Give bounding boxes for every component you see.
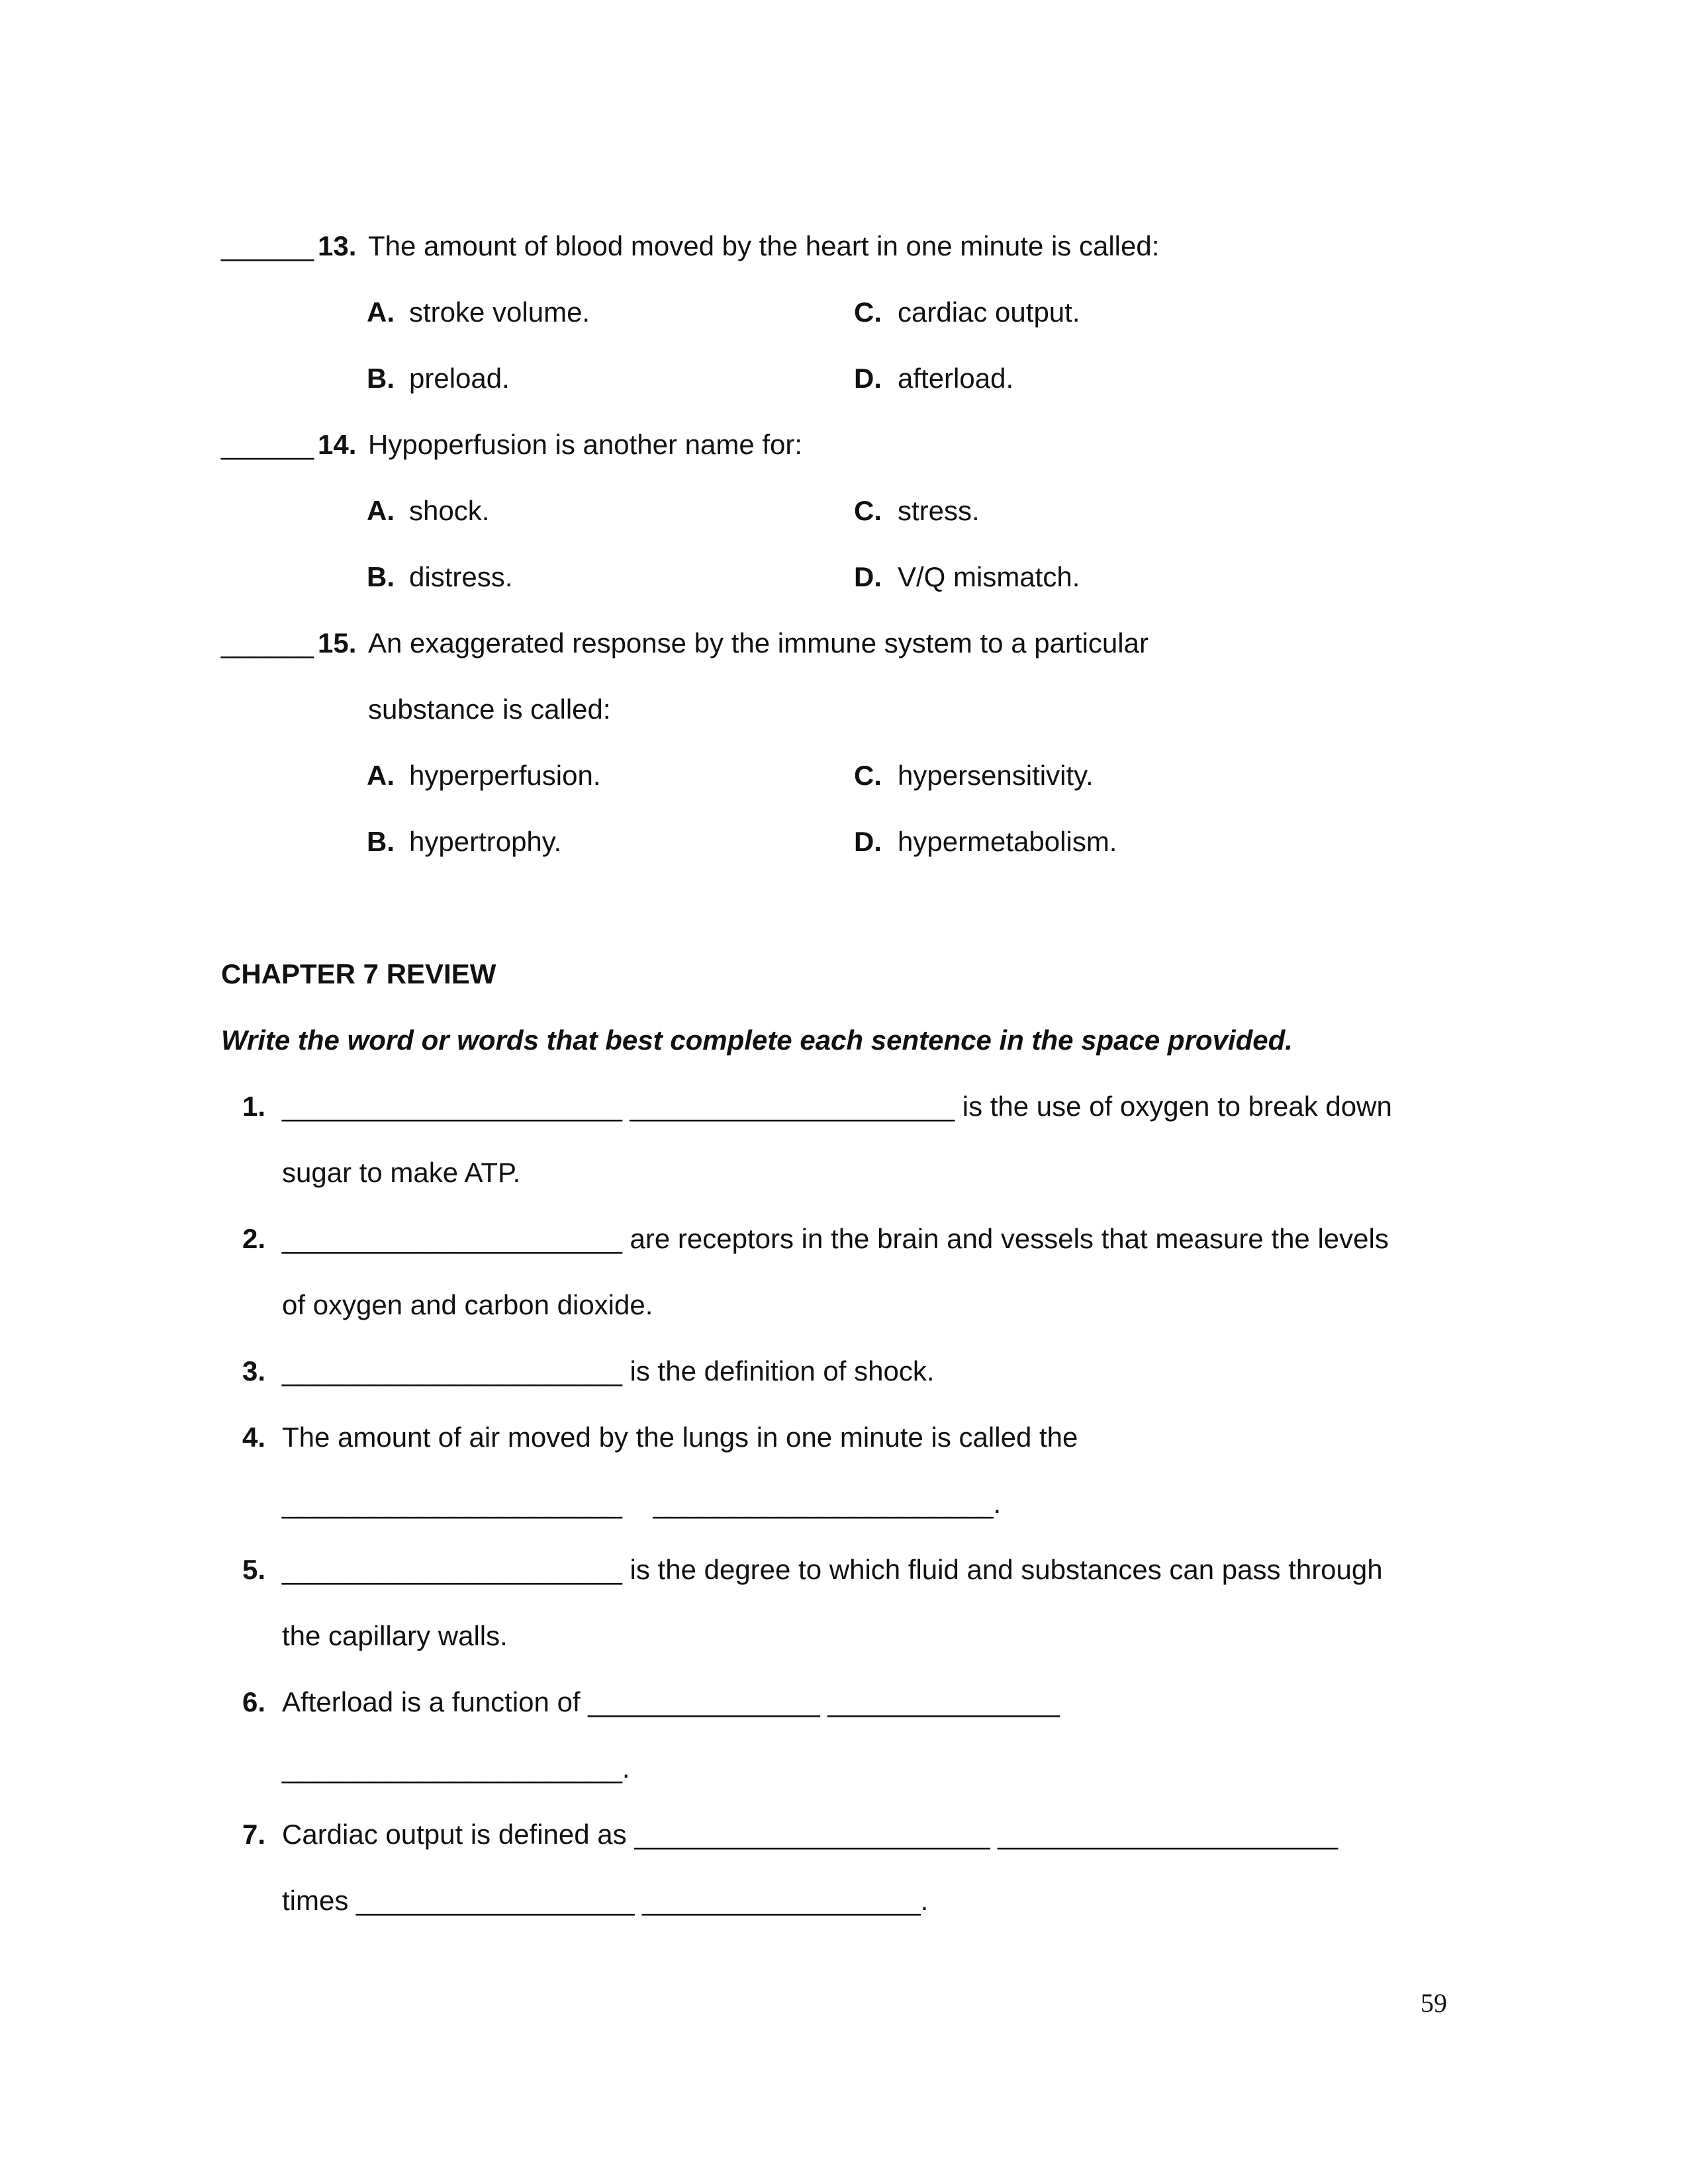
item-text: ______________________. [282,1752,630,1784]
item-text: sugar to make ATP. [282,1157,521,1188]
option-letter: D. [854,363,882,394]
item-text: of oxygen and carbon dioxide. [282,1289,653,1320]
option-text: hypermetabolism. [898,826,1117,857]
section-heading: CHAPTER 7 REVIEW [221,958,496,989]
option-letter: C. [854,760,882,791]
option-letter: A. [367,495,395,526]
item-text: Cardiac output is defined as _______________________ ______________________ [282,1819,1338,1850]
item-text: the capillary walls. [282,1620,508,1651]
item-number: 7. [242,1819,266,1850]
section-instructions: Write the word or words that best complete each sentence in the space provided. [221,1024,1293,1056]
option-letter: D. [854,826,882,857]
option-text: stroke volume. [409,296,590,328]
option-letter: D. [854,561,882,592]
option-letter: C. [854,296,882,328]
answer-blank: ______ [221,429,314,460]
option-text: shock. [409,495,490,526]
answer-blank: ______ [221,627,314,659]
question-stem: Hypoperfusion is another name for: [368,429,803,460]
option-letter: B. [367,561,395,592]
item-number: 6. [242,1686,266,1717]
question-stem-continued: substance is called: [368,694,611,725]
option-text: stress. [898,495,980,526]
item-number: 5. [242,1554,266,1585]
option-text: afterload. [898,363,1014,394]
question-number: 14. [318,429,357,460]
option-text: hypersensitivity. [898,760,1094,791]
option-letter: A. [367,296,395,328]
item-text: The amount of air moved by the lungs in one minute is called the [282,1422,1078,1453]
question-number: 13. [318,230,357,261]
item-text: ______________________ is the definition of shock. [282,1355,935,1387]
item-number: 1. [242,1091,266,1122]
item-number: 4. [242,1422,266,1453]
item-number: 3. [242,1355,266,1387]
item-number: 2. [242,1223,266,1254]
option-letter: C. [854,495,882,526]
option-text: V/Q mismatch. [898,561,1080,592]
option-text: hyperperfusion. [409,760,601,791]
question-number: 15. [318,627,357,659]
item-text: times __________________ __________________. [282,1885,929,1916]
option-letter: A. [367,760,395,791]
item-text: ______________________ ______________________. [282,1488,1002,1519]
question-stem: The amount of blood moved by the heart in one minute is called: [368,230,1160,261]
item-text: ______________________ are receptors in the brain and vessels that measure the levels [282,1223,1389,1254]
option-text: cardiac output. [898,296,1080,328]
option-text: hypertrophy. [409,826,562,857]
question-stem: An exaggerated response by the immune system to a particular [368,627,1149,659]
option-text: distress. [409,561,513,592]
page-number: 59 [1421,1988,1447,2018]
option-text: preload. [409,363,510,394]
option-letter: B. [367,363,395,394]
item-text: ______________________ _____________________ is the use of oxygen to break down [282,1091,1392,1122]
item-text: Afterload is a function of _______________ _______________ [282,1686,1060,1717]
option-letter: B. [367,826,395,857]
answer-blank: ______ [221,230,314,261]
item-text: ______________________ is the degree to which fluid and substances can pass through [282,1554,1383,1585]
